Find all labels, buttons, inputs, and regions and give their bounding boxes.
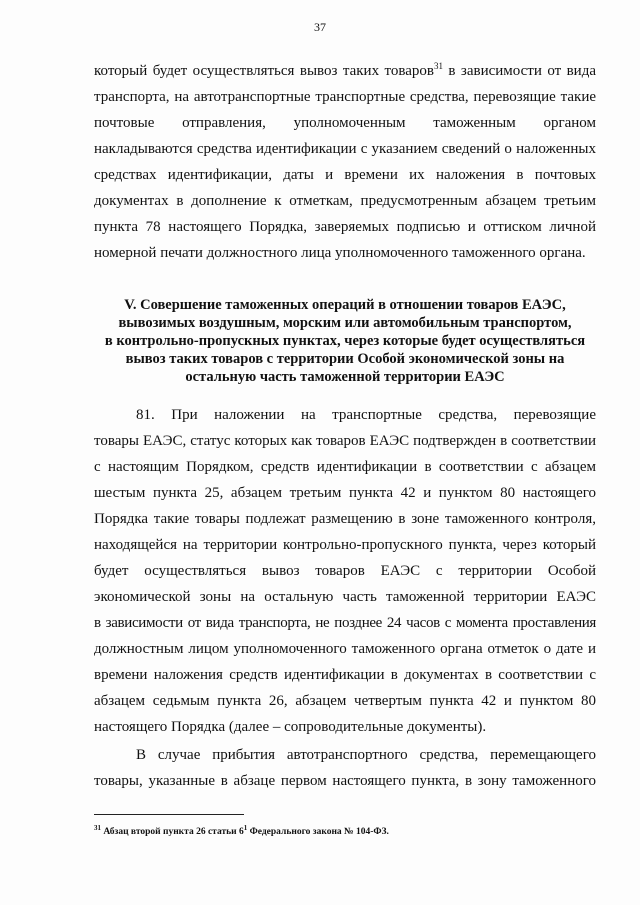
paragraph-line: находящейся на территории контрольно-пропускного пункта, через который	[94, 537, 596, 553]
paragraph-line	[94, 58, 596, 84]
paragraph-line: времени наложения средств идентификации в документах в соответствии с	[94, 667, 596, 683]
paragraph-line: абзацем седьмым пункта 26, абзацем четвертым пункта 42 и пунктом 80	[94, 693, 596, 709]
paragraph-line: почтовые отправления, уполномоченным таможенным органом	[94, 115, 596, 131]
paragraph-line: В случае прибытия автотранспортного средства, перемещающего	[136, 747, 596, 763]
paragraph-line: накладываются средства идентификации с указанием сведений о наложенных	[94, 141, 596, 157]
paragraph-line: 81. При наложении на транспортные средства, перевозящие	[136, 407, 596, 423]
paragraph-line: средствах идентификации, даты и времени их наложения в почтовых	[94, 167, 596, 183]
heading-line: в контрольно-пропускных пунктах, через которые будет осуществляться	[104, 333, 586, 349]
footnote-divider	[94, 814, 244, 815]
paragraph-line: настоящего Порядка (далее – сопроводительные документы).	[94, 719, 487, 735]
paragraph-line: шестым пункта 25, абзацем третьим пункта 42 и пунктом 80 настоящего	[94, 485, 596, 501]
paragraph-line: транспорта, на автотранспортные транспортные средства, перевозящие такие	[94, 89, 596, 105]
line-text: в зависимости от вида	[442, 63, 596, 79]
paragraph-line: будет осуществляться вывоз товаров ЕАЭС с территории Особой	[94, 563, 596, 579]
footnote-text: Федерального закона № 104-ФЗ.	[247, 827, 389, 837]
line-text: который будет осуществляться вывоз таких товаров	[94, 63, 434, 79]
paragraph-line: документах в дополнение к отметкам, предусмотренным абзацем третьим	[94, 193, 596, 209]
footnote-superscript: 1	[243, 823, 248, 832]
paragraph-line: с настоящим Порядком, средств идентификации в соответствии с абзацем	[94, 459, 596, 475]
heading-line: остальную часть таможенной территории ЕАЭС	[185, 369, 505, 385]
paragraph-line: Порядка такие товары подлежат размещению в зоне таможенного контроля,	[94, 511, 596, 527]
paragraph-continued	[94, 58, 596, 266]
paragraph-line: экономической зоны на остальную часть таможенной территории ЕАЭС	[94, 589, 596, 605]
paragraph-arrival	[94, 742, 596, 794]
heading-line: V. Совершение таможенных операций в отношении товаров ЕАЭС,	[124, 297, 566, 313]
section-heading	[90, 296, 600, 386]
paragraph-81	[94, 402, 596, 740]
footnote-text: Абзац второй пункта 26 статьи 6	[101, 827, 244, 837]
footnote-marker: 31	[94, 823, 101, 832]
heading-line: вывозимых воздушным, морским или автомобильным транспортом,	[118, 315, 572, 331]
paragraph-line: должностным лицом уполномоченного таможенного органа отметок о дате и	[94, 641, 596, 657]
paragraph-line: в зависимости от вида транспорта, не позднее 24 часов с момента проставления	[94, 615, 596, 631]
paragraph-line: товары, указанные в абзаце первом настоящего пункта, в зону таможенного	[94, 773, 596, 789]
page-number: 37	[314, 20, 326, 34]
heading-line: вывоз таких товаров с территории Особой экономической зоны на	[125, 351, 565, 367]
footnote	[94, 823, 596, 838]
paragraph-line: пункта 78 настоящего Порядка, заверяемых подписью и оттиском личной	[94, 219, 596, 235]
paragraph-line: товары ЕАЭС, статус которых как товаров ЕАЭС подтвержден в соответствии	[94, 433, 596, 449]
footnote-reference[interactable]: 31	[433, 61, 443, 71]
paragraph-line: номерной печати должностного лица уполномоченного таможенного органа.	[94, 245, 586, 261]
